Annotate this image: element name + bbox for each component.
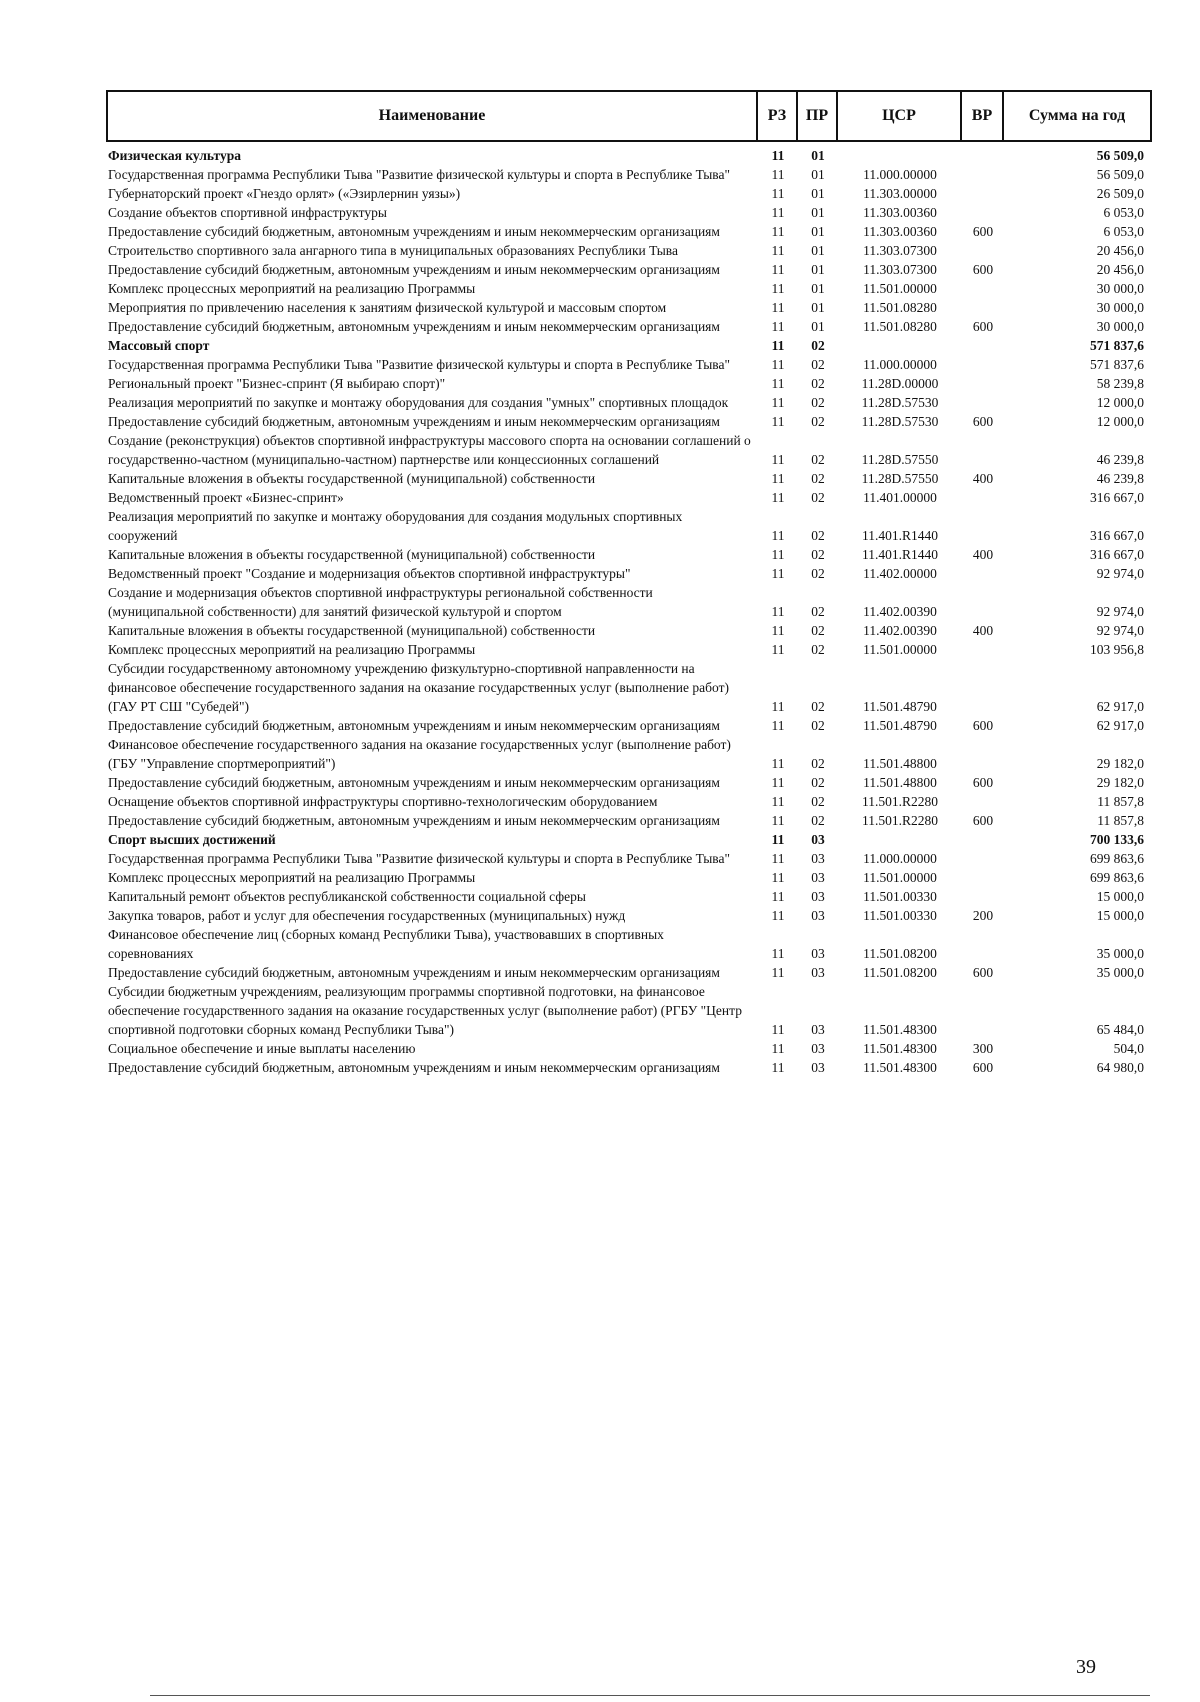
cell-csr: 11.402.00390 [863,623,937,638]
cell-name: Комплекс процессных мероприятий на реализацию Программы [108,642,476,657]
cell-csr: 11.303.00360 [863,224,937,239]
table-row [108,241,1152,260]
header-csr: ЦСР [838,92,962,140]
cell-vr: 600 [972,965,994,980]
cell-csr: 11.501.48800 [863,775,937,790]
cell-name: Государственная программа Республики Тыва "Развитие физической культуры и спорта в Республике Тыва" [108,851,730,866]
table-row [108,545,1152,564]
cell-vr: 600 [972,1060,994,1075]
cell-name: Реализация мероприятий по закупке и монтажу оборудования для создания модульных спортивных сооружений [108,509,683,543]
cell-vr: 600 [972,718,994,733]
cell-pr: 01 [811,262,825,277]
cell-pr: 02 [811,566,825,581]
cell-name: Предоставление субсидий бюджетным, автономным учреждениям и иным некоммерческим организациям [108,224,720,239]
cell-rz: 11 [771,1022,785,1037]
cell-rz: 11 [771,623,785,638]
cell-name: Субсидии бюджетным учреждениям, реализующим программы спортивной подготовки, на финансовое обеспечение государственного задания на оказание государственных услуг (выполнение работ) (РГБУ "Центр спортивной подготовки сборных команд Республики Тыва") [108,984,742,1037]
cell-name: Закупка товаров, работ и услуг для обеспечения государственных (муниципальных) нужд [108,908,626,923]
section-row [108,336,1152,355]
cell-rz: 11 [771,566,785,581]
cell-csr: 11.501.48800 [863,756,937,771]
table-row [108,849,1152,868]
table-row [108,811,1152,830]
table-row [108,431,1152,469]
cell-rz: 11 [771,775,785,790]
cell-vr: 300 [972,1041,994,1056]
cell-sum: 103 956,8 [1090,642,1144,657]
cell-csr: 11.501.00000 [863,281,937,296]
cell-rz: 11 [771,965,785,980]
table-row [108,469,1152,488]
cell-rz: 11 [771,186,785,201]
cell-rz: 11 [771,205,785,220]
cell-rz: 11 [771,1041,785,1056]
table-row [108,906,1152,925]
table-row [108,868,1152,887]
cell-name: Создание (реконструкция) объектов спортивной инфраструктуры массового спорта на основании соглашений о государственно-частном (муниципально-частном) партнерстве или концессионных соглашений [108,433,751,467]
table-row [108,317,1152,336]
cell-rz: 11 [771,889,785,904]
cell-sum: 56 509,0 [1096,148,1144,163]
cell-rz: 11 [771,281,785,296]
header-vr: ВР [962,92,1004,140]
cell-sum: 29 182,0 [1096,775,1144,790]
cell-rz: 11 [771,167,785,182]
table-body [108,146,1152,1077]
table-row [108,412,1152,431]
cell-csr: 11.501.08280 [863,319,937,334]
cell-pr: 01 [811,205,825,220]
cell-sum: 62 917,0 [1096,718,1144,733]
cell-vr: 400 [972,471,994,486]
table-row [108,887,1152,906]
cell-name: Физическая культура [108,148,242,163]
cell-pr: 02 [811,775,825,790]
cell-vr: 200 [972,908,994,923]
cell-sum: 20 456,0 [1096,243,1144,258]
table-row [108,165,1152,184]
cell-pr: 03 [811,965,825,980]
cell-csr: 11.28D.57530 [861,414,939,429]
cell-csr: 11.28D.57550 [861,452,939,467]
cell-pr: 02 [811,699,825,714]
cell-name: Предоставление субсидий бюджетным, автономным учреждениям и иным некоммерческим организациям [108,718,720,733]
cell-pr: 03 [811,908,825,923]
cell-vr: 400 [972,547,994,562]
cell-csr: 11.401.R1440 [861,528,938,543]
cell-csr: 11.501.48300 [863,1041,937,1056]
cell-sum: 316 667,0 [1090,528,1144,543]
cell-sum: 26 509,0 [1096,186,1144,201]
cell-name: Капитальный ремонт объектов республиканской собственности социальной сферы [108,889,586,904]
cell-rz: 11 [771,319,785,334]
cell-name: Оснащение объектов спортивной инфраструктуры спортивно-технологическим оборудованием [108,794,658,809]
cell-sum: 15 000,0 [1096,889,1144,904]
cell-csr: 11.303.07300 [863,262,937,277]
cell-csr: 11.501.48300 [863,1060,937,1075]
cell-sum: 65 484,0 [1096,1022,1144,1037]
table-row [108,792,1152,811]
cell-sum: 11 857,8 [1097,794,1144,809]
section-row [108,146,1152,165]
cell-name: Комплекс процессных мероприятий на реализацию Программы [108,870,476,885]
cell-pr: 02 [811,813,825,828]
bottom-rule [150,1695,1150,1696]
cell-vr: 600 [972,262,994,277]
cell-name: Предоставление субсидий бюджетным, автономным учреждениям и иным некоммерческим организациям [108,262,720,277]
cell-rz: 11 [771,604,785,619]
cell-csr: 11.501.48300 [863,1022,937,1037]
cell-rz: 11 [771,851,785,866]
cell-name: Капитальные вложения в объекты государственной (муниципальной) собственности [108,623,596,638]
cell-pr: 03 [811,832,825,847]
cell-sum: 64 980,0 [1096,1060,1144,1075]
cell-rz: 11 [771,490,785,505]
cell-sum: 30 000,0 [1096,300,1144,315]
cell-pr: 01 [811,319,825,334]
cell-sum: 571 837,6 [1090,357,1144,372]
cell-name: Строительство спортивного зала ангарного типа в муниципальных образованиях Республики Тыва [108,243,678,258]
cell-name: Финансовое обеспечение лиц (сборных команд Республики Тыва), участвовавших в спортивных соревнованиях [108,927,664,961]
cell-name: Капитальные вложения в объекты государственной (муниципальной) собственности [108,547,596,562]
cell-pr: 01 [811,281,825,296]
cell-sum: 316 667,0 [1090,490,1144,505]
cell-sum: 15 000,0 [1096,908,1144,923]
cell-csr: 11.501.48790 [863,718,937,733]
header-sum: Сумма на год [1028,107,1126,124]
cell-csr: 11.501.00000 [863,870,937,885]
table-row [108,716,1152,735]
table-row [108,1058,1152,1077]
cell-vr: 600 [972,319,994,334]
cell-sum: 316 667,0 [1090,547,1144,562]
cell-sum: 92 974,0 [1096,604,1144,619]
cell-name: Предоставление субсидий бюджетным, автономным учреждениям и иным некоммерческим организациям [108,813,720,828]
table-row [108,222,1152,241]
cell-pr: 03 [811,946,825,961]
cell-name: Ведомственный проект «Бизнес-спринт» [108,490,344,505]
cell-rz: 11 [771,452,785,467]
cell-name: Капитальные вложения в объекты государственной (муниципальной) собственности [108,471,596,486]
table-row [108,963,1152,982]
table-row [108,507,1152,545]
cell-rz: 11 [771,376,785,391]
cell-pr: 02 [811,452,825,467]
cell-sum: 11 857,8 [1097,813,1144,828]
table-row [108,488,1152,507]
table-row [108,735,1152,773]
cell-pr: 01 [811,224,825,239]
cell-pr: 02 [811,376,825,391]
cell-sum: 504,0 [1113,1041,1144,1056]
cell-rz: 11 [771,243,785,258]
table-header [106,90,1152,142]
header-name: Наименование [108,92,758,140]
cell-pr: 02 [811,718,825,733]
cell-pr: 02 [811,794,825,809]
cell-csr: 11.501.R2280 [861,813,938,828]
cell-sum: 12 000,0 [1096,414,1144,429]
cell-rz: 11 [771,756,785,771]
cell-csr: 11.303.00000 [863,186,937,201]
table-row [108,640,1152,659]
cell-name: Государственная программа Республики Тыва "Развитие физической культуры и спорта в Республике Тыва" [108,167,730,182]
cell-name: Социальное обеспечение и иные выплаты населению [108,1041,416,1056]
cell-sum: 30 000,0 [1096,319,1144,334]
cell-sum: 6 053,0 [1103,224,1144,239]
cell-vr: 600 [972,813,994,828]
table-row [108,203,1152,222]
cell-pr: 02 [811,490,825,505]
cell-name: Региональный проект "Бизнес-спринт (Я выбираю спорт)" [108,376,446,391]
cell-csr: 11.000.00000 [863,357,937,372]
cell-sum: 62 917,0 [1096,699,1144,714]
cell-pr: 02 [811,471,825,486]
cell-rz: 11 [771,1060,785,1075]
table-row [108,374,1152,393]
cell-csr: 11.501.R2280 [861,794,938,809]
table-row [108,279,1152,298]
table-row [108,621,1152,640]
table-row [108,659,1152,716]
cell-pr: 03 [811,870,825,885]
cell-rz: 11 [771,395,785,410]
cell-rz: 11 [771,642,785,657]
cell-csr: 11.303.07300 [863,243,937,258]
section-row [108,830,1152,849]
table-row [108,583,1152,621]
cell-sum: 699 863,6 [1090,851,1144,866]
cell-vr: 600 [972,775,994,790]
cell-name: Предоставление субсидий бюджетным, автономным учреждениям и иным некоммерческим организациям [108,1060,720,1075]
cell-csr: 11.402.00390 [863,604,937,619]
cell-sum: 35 000,0 [1096,946,1144,961]
cell-sum: 46 239,8 [1096,452,1144,467]
cell-sum: 6 053,0 [1103,205,1144,220]
cell-pr: 02 [811,338,825,353]
cell-rz: 11 [771,813,785,828]
cell-vr: 600 [972,224,994,239]
cell-name: Предоставление субсидий бюджетным, автономным учреждениям и иным некоммерческим организациям [108,319,720,334]
cell-pr: 01 [811,243,825,258]
cell-csr: 11.501.00330 [863,908,937,923]
cell-csr: 11.28D.57530 [861,395,939,410]
cell-sum: 92 974,0 [1096,566,1144,581]
cell-pr: 02 [811,357,825,372]
cell-name: Создание и модернизация объектов спортивной инфраструктуры региональной собственности (муниципальной собственности) для занятий физической культурой и спортом [108,585,653,619]
cell-sum: 700 133,6 [1090,832,1144,847]
cell-pr: 01 [811,300,825,315]
cell-csr: 11.401.00000 [863,490,937,505]
table-row [108,355,1152,374]
cell-csr: 11.000.00000 [863,167,937,182]
cell-name: Предоставление субсидий бюджетным, автономным учреждениям и иным некоммерческим организациям [108,775,720,790]
table-row [108,982,1152,1039]
cell-csr: 11.28D.57550 [861,471,939,486]
cell-csr: 11.402.00000 [863,566,937,581]
cell-name: Создание объектов спортивной инфраструктуры [108,205,387,220]
cell-name: Спорт высших достижений [108,832,276,847]
cell-rz: 11 [771,414,785,429]
table-row [108,564,1152,583]
cell-rz: 11 [771,699,785,714]
cell-pr: 01 [811,167,825,182]
cell-rz: 11 [771,946,785,961]
cell-csr: 11.501.08200 [863,965,937,980]
cell-pr: 02 [811,623,825,638]
cell-name: Мероприятия по привлечению населения к занятиям физической культурой и массовым спортом [108,300,667,315]
cell-csr: 11.501.48790 [863,699,937,714]
cell-rz: 11 [771,794,785,809]
cell-name: Предоставление субсидий бюджетным, автономным учреждениям и иным некоммерческим организациям [108,965,720,980]
cell-rz: 11 [771,471,785,486]
cell-csr: 11.501.00330 [863,889,937,904]
page-number: 39 [1076,1656,1096,1678]
cell-rz: 11 [771,908,785,923]
table-row [108,773,1152,792]
cell-rz: 11 [771,870,785,885]
table-row [108,1039,1152,1058]
cell-csr: 11.501.00000 [863,642,937,657]
header-pr: ПР [798,92,838,140]
table-row [108,260,1152,279]
cell-name: Массовый спорт [108,338,210,353]
cell-pr: 02 [811,528,825,543]
cell-sum: 20 456,0 [1096,262,1144,277]
cell-pr: 01 [811,186,825,201]
cell-sum: 29 182,0 [1096,756,1144,771]
cell-rz: 11 [771,148,785,163]
cell-pr: 02 [811,547,825,562]
cell-sum: 56 509,0 [1096,167,1144,182]
table-row [108,925,1152,963]
cell-name: Губернаторский проект «Гнездо орлят» («Эзирлернин уязы») [108,186,461,201]
cell-csr: 11.303.00360 [863,205,937,220]
cell-name: Финансовое обеспечение государственного задания на оказание государственных услуг (выполнение работ) (ГБУ "Управление спортмероприятий") [108,737,731,771]
cell-rz: 11 [771,357,785,372]
cell-name: Реализация мероприятий по закупке и монтажу оборудования для создания "умных" спортивных площадок [108,395,729,410]
cell-sum: 30 000,0 [1096,281,1144,296]
cell-rz: 11 [771,262,785,277]
cell-vr: 400 [972,623,994,638]
cell-rz: 11 [771,528,785,543]
table-row [108,298,1152,317]
cell-name: Ведомственный проект "Создание и модернизация объектов спортивной инфраструктуры" [108,566,631,581]
cell-rz: 11 [771,224,785,239]
cell-sum: 12 000,0 [1096,395,1144,410]
cell-pr: 03 [811,1041,825,1056]
cell-sum: 92 974,0 [1096,623,1144,638]
cell-pr: 02 [811,604,825,619]
table-row [108,393,1152,412]
cell-name: Субсидии государственному автономному учреждению физкультурно-спортивной направленности на финансовое обеспечение государственного задания на оказание государственных услуг (выполнение работ) (ГАУ РТ СШ "Субедей") [108,661,729,714]
cell-sum: 699 863,6 [1090,870,1144,885]
cell-rz: 11 [771,338,785,353]
cell-csr: 11.28D.00000 [861,376,939,391]
cell-sum: 58 239,8 [1096,376,1144,391]
cell-pr: 02 [811,756,825,771]
cell-csr: 11.501.08200 [863,946,937,961]
cell-rz: 11 [771,832,785,847]
cell-sum: 35 000,0 [1096,965,1144,980]
cell-sum: 46 239,8 [1096,471,1144,486]
cell-csr: 11.401.R1440 [861,547,938,562]
cell-sum: 571 837,6 [1090,338,1144,353]
cell-name: Предоставление субсидий бюджетным, автономным учреждениям и иным некоммерческим организациям [108,414,720,429]
cell-pr: 03 [811,851,825,866]
cell-rz: 11 [771,300,785,315]
cell-csr: 11.000.00000 [863,851,937,866]
cell-rz: 11 [771,718,785,733]
cell-pr: 03 [811,1060,825,1075]
cell-pr: 03 [811,1022,825,1037]
cell-rz: 11 [771,547,785,562]
cell-csr: 11.501.08280 [863,300,937,315]
cell-vr: 600 [972,414,994,429]
cell-pr: 01 [811,148,825,163]
cell-pr: 02 [811,414,825,429]
cell-pr: 02 [811,395,825,410]
table-row [108,184,1152,203]
cell-name: Государственная программа Республики Тыва "Развитие физической культуры и спорта в Республике Тыва" [108,357,730,372]
cell-pr: 02 [811,642,825,657]
cell-name: Комплекс процессных мероприятий на реализацию Программы [108,281,476,296]
header-rz: РЗ [758,92,798,140]
cell-pr: 03 [811,889,825,904]
